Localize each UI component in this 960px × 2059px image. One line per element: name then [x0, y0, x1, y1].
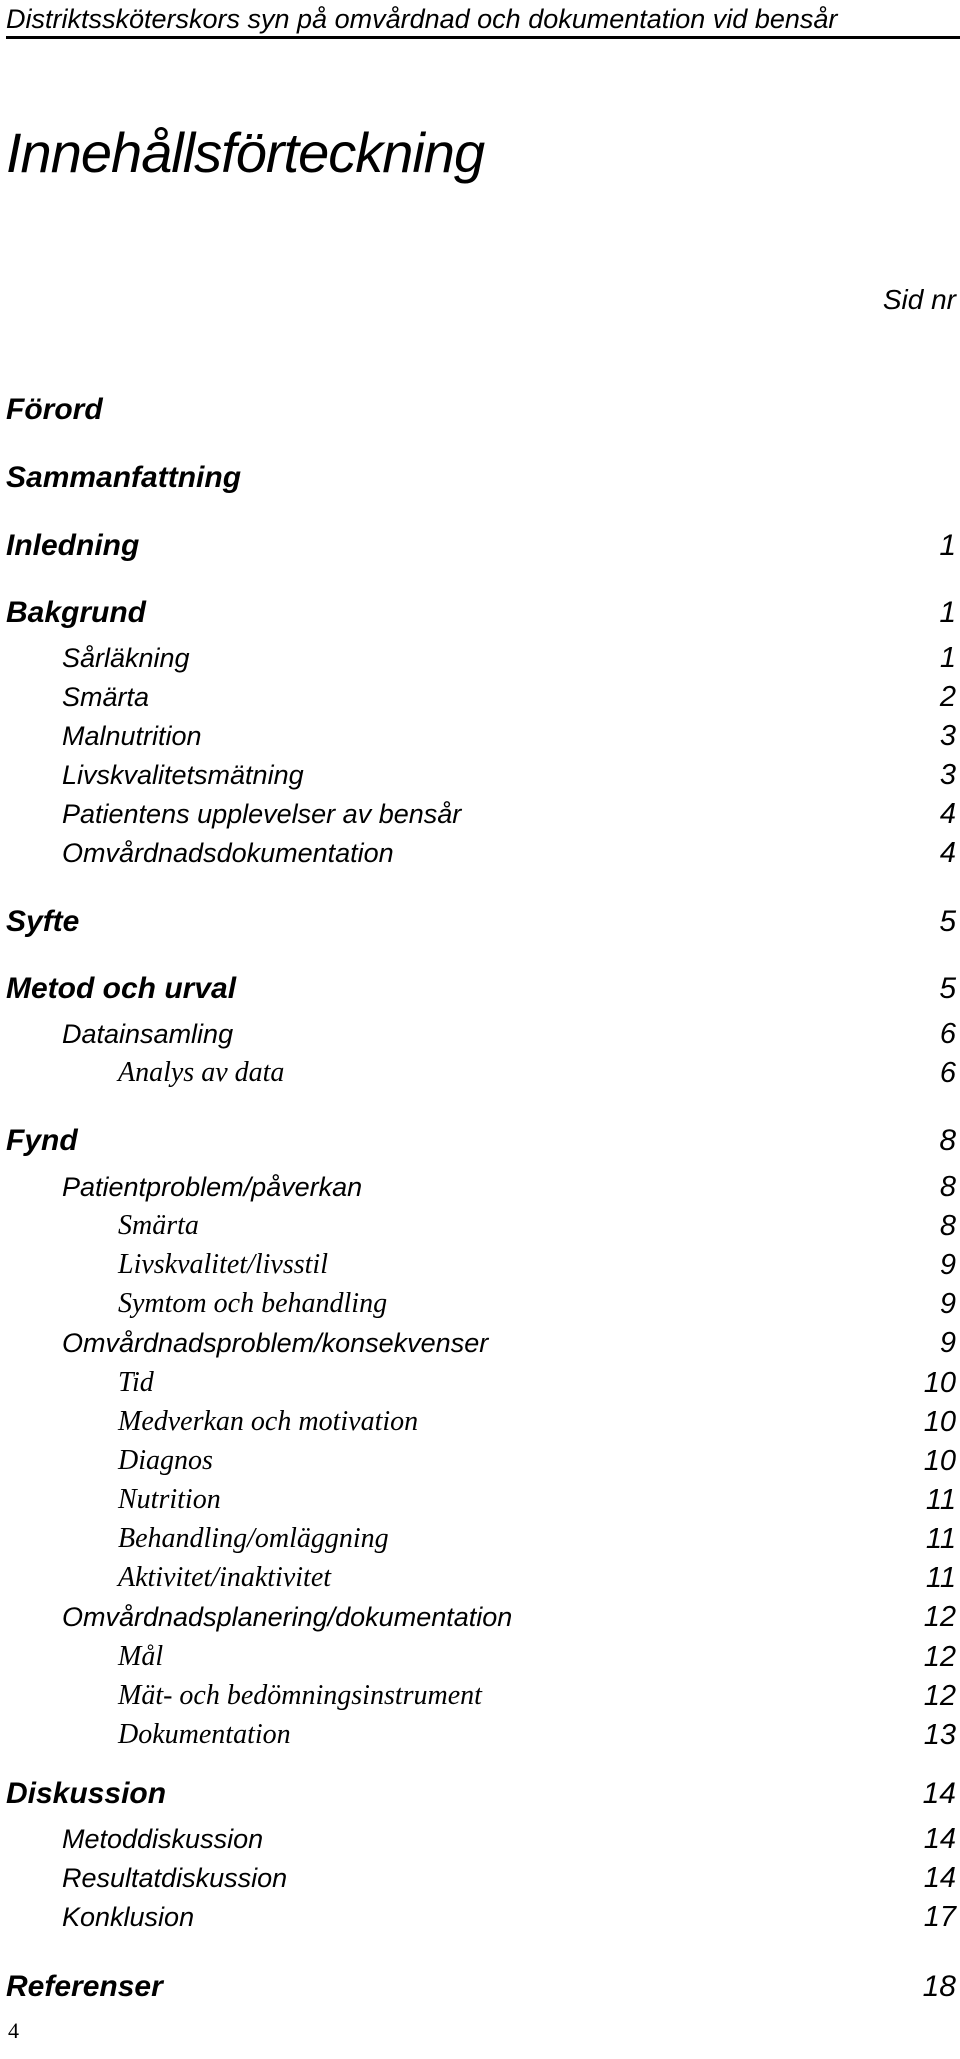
toc-entry [0, 1774, 960, 1814]
toc-entry-page: 6 [939, 1057, 956, 1089]
toc-entry-page: 1 [939, 529, 956, 562]
toc-entry-label: Analys av data [118, 1057, 285, 1088]
toc-entry-label: Patientproblem/påverkan [62, 1172, 363, 1202]
toc-entry [0, 1597, 960, 1637]
toc-entry [0, 716, 960, 756]
toc-entry-label: Diagnos [118, 1445, 213, 1476]
toc-entry [0, 638, 960, 678]
toc-entry-label: Symtom och behandling [118, 1288, 388, 1319]
toc-entry-label: Konklusion [62, 1902, 195, 1932]
toc-entry [0, 1967, 960, 2007]
toc-entry [0, 458, 960, 498]
toc-entry-page: 4 [939, 798, 956, 830]
toc-entry-page: 12 [923, 1601, 956, 1633]
header-rule [6, 36, 960, 39]
toc-entry-label: Tid [118, 1367, 154, 1398]
toc-entry-page: 17 [923, 1901, 956, 1933]
toc-entry-page: 14 [923, 1862, 956, 1894]
toc-entry-page: 8 [939, 1124, 956, 1157]
toc-entry-label: Smärta [62, 682, 150, 712]
toc-entry-page: 9 [939, 1249, 956, 1281]
toc-entry [0, 833, 960, 873]
toc-entry-label: Omvårdnadsplanering/dokumentation [62, 1602, 513, 1632]
toc-entry [0, 1363, 960, 1403]
toc-entry [0, 1715, 960, 1755]
toc-entry [0, 1819, 960, 1859]
toc-entry-page: 8 [939, 1171, 956, 1203]
toc-entry [0, 1053, 960, 1093]
toc-entry-page: 5 [939, 905, 956, 938]
toc-entry-label: Inledning [6, 529, 140, 562]
toc-entry-label: Livskvalitet/livsstil [118, 1249, 328, 1280]
toc-title: Innehållsförteckning [6, 121, 485, 184]
toc-entry-page: 8 [939, 1210, 956, 1242]
toc-entry-label: Mät- och bedömningsinstrument [118, 1680, 482, 1711]
toc-entry [0, 1284, 960, 1324]
toc-entry-label: Omvårdnadsproblem/konsekvenser [62, 1328, 489, 1358]
toc-entry-label: Medverkan och motivation [118, 1406, 419, 1437]
toc-entry [0, 1402, 960, 1442]
toc-entry-page: 12 [923, 1641, 956, 1673]
toc-entry [0, 1480, 960, 1520]
toc-entry [0, 1014, 960, 1054]
toc-entry-label: Omvårdnadsdokumentation [62, 838, 394, 868]
toc-entry-label: Sårläkning [62, 643, 190, 673]
toc-entry-label: Sammanfattning [6, 461, 242, 494]
toc-entry-page: 11 [925, 1484, 956, 1516]
toc-entry-page: 14 [922, 1777, 956, 1810]
toc-entry-page: 12 [923, 1680, 956, 1712]
toc-entry-page: 14 [923, 1823, 956, 1855]
toc-entry-label: Mål [118, 1641, 164, 1672]
toc-entry-page: 1 [939, 642, 956, 674]
toc-entry-label: Resultatdiskussion [62, 1863, 288, 1893]
toc-entry-label: Aktivitet/inaktivitet [118, 1562, 332, 1593]
toc-entry [0, 390, 960, 430]
toc-entry [0, 677, 960, 717]
toc-entry-label: Datainsamling [62, 1019, 234, 1049]
toc-entry [0, 1637, 960, 1677]
toc-entry [0, 1519, 960, 1559]
toc-entry-label: Livskvalitetsmätning [62, 760, 304, 790]
toc-entry-page: 10 [923, 1367, 956, 1399]
toc-entry-label: Malnutrition [62, 721, 202, 751]
toc-entry [0, 1323, 960, 1363]
page-number: 4 [8, 2018, 19, 2043]
toc-entry [0, 794, 960, 834]
toc-entry-page: 18 [922, 1970, 956, 2003]
toc-entry-page: 10 [923, 1445, 956, 1477]
toc-entry-label: Metoddiskussion [62, 1824, 264, 1854]
toc-entry-label: Diskussion [6, 1777, 167, 1810]
toc-entry [0, 1676, 960, 1716]
toc-entry-label: Nutrition [118, 1484, 221, 1515]
page-column-label: Sid nr [882, 284, 956, 315]
toc-entry [0, 1558, 960, 1598]
toc-entry-page: 13 [923, 1719, 956, 1751]
toc-entry-page: 5 [939, 972, 956, 1005]
toc-entry-page: 2 [939, 681, 956, 713]
toc-entry-label: Fynd [6, 1124, 78, 1157]
toc-entry-page: 1 [939, 596, 956, 629]
toc-entry-label: Dokumentation [118, 1719, 291, 1750]
toc-entry-label: Patientens upplevelser av bensår [62, 799, 462, 829]
toc-entry [0, 1121, 960, 1161]
toc-entry-page: 11 [925, 1523, 956, 1555]
toc-entry-page: 9 [939, 1327, 956, 1359]
toc-entry [0, 1897, 960, 1937]
toc-entry [0, 755, 960, 795]
toc-entry [0, 1206, 960, 1246]
toc-entry-page: 4 [939, 837, 956, 869]
toc-entry-label: Referenser [6, 1970, 163, 2003]
toc-entry-label: Förord [6, 393, 103, 426]
toc-entry [0, 1245, 960, 1285]
toc-entry-label: Bakgrund [6, 596, 147, 629]
toc-entry-label: Smärta [118, 1210, 199, 1241]
toc-entry-page: 9 [939, 1288, 956, 1320]
toc-entry [0, 1167, 960, 1207]
running-header: Distriktssköterskors syn på omvårdnad och dokumentation vid bensår [6, 4, 838, 34]
toc-entry-page: 6 [939, 1018, 956, 1050]
toc-entry [0, 969, 960, 1009]
toc-entry-label: Syfte [6, 905, 80, 938]
toc-entry [0, 902, 960, 942]
toc-entry-page: 3 [939, 720, 956, 752]
toc-entry-page: 3 [939, 759, 956, 791]
toc-entry-label: Metod och urval [6, 972, 237, 1005]
toc-entry-label: Behandling/omläggning [118, 1523, 389, 1554]
toc-entry [0, 1441, 960, 1481]
toc-entry-page: 10 [923, 1406, 956, 1438]
toc-entry-page: 11 [925, 1562, 956, 1594]
toc-entry [0, 593, 960, 633]
toc-entry [0, 1858, 960, 1898]
toc-entry [0, 526, 960, 566]
